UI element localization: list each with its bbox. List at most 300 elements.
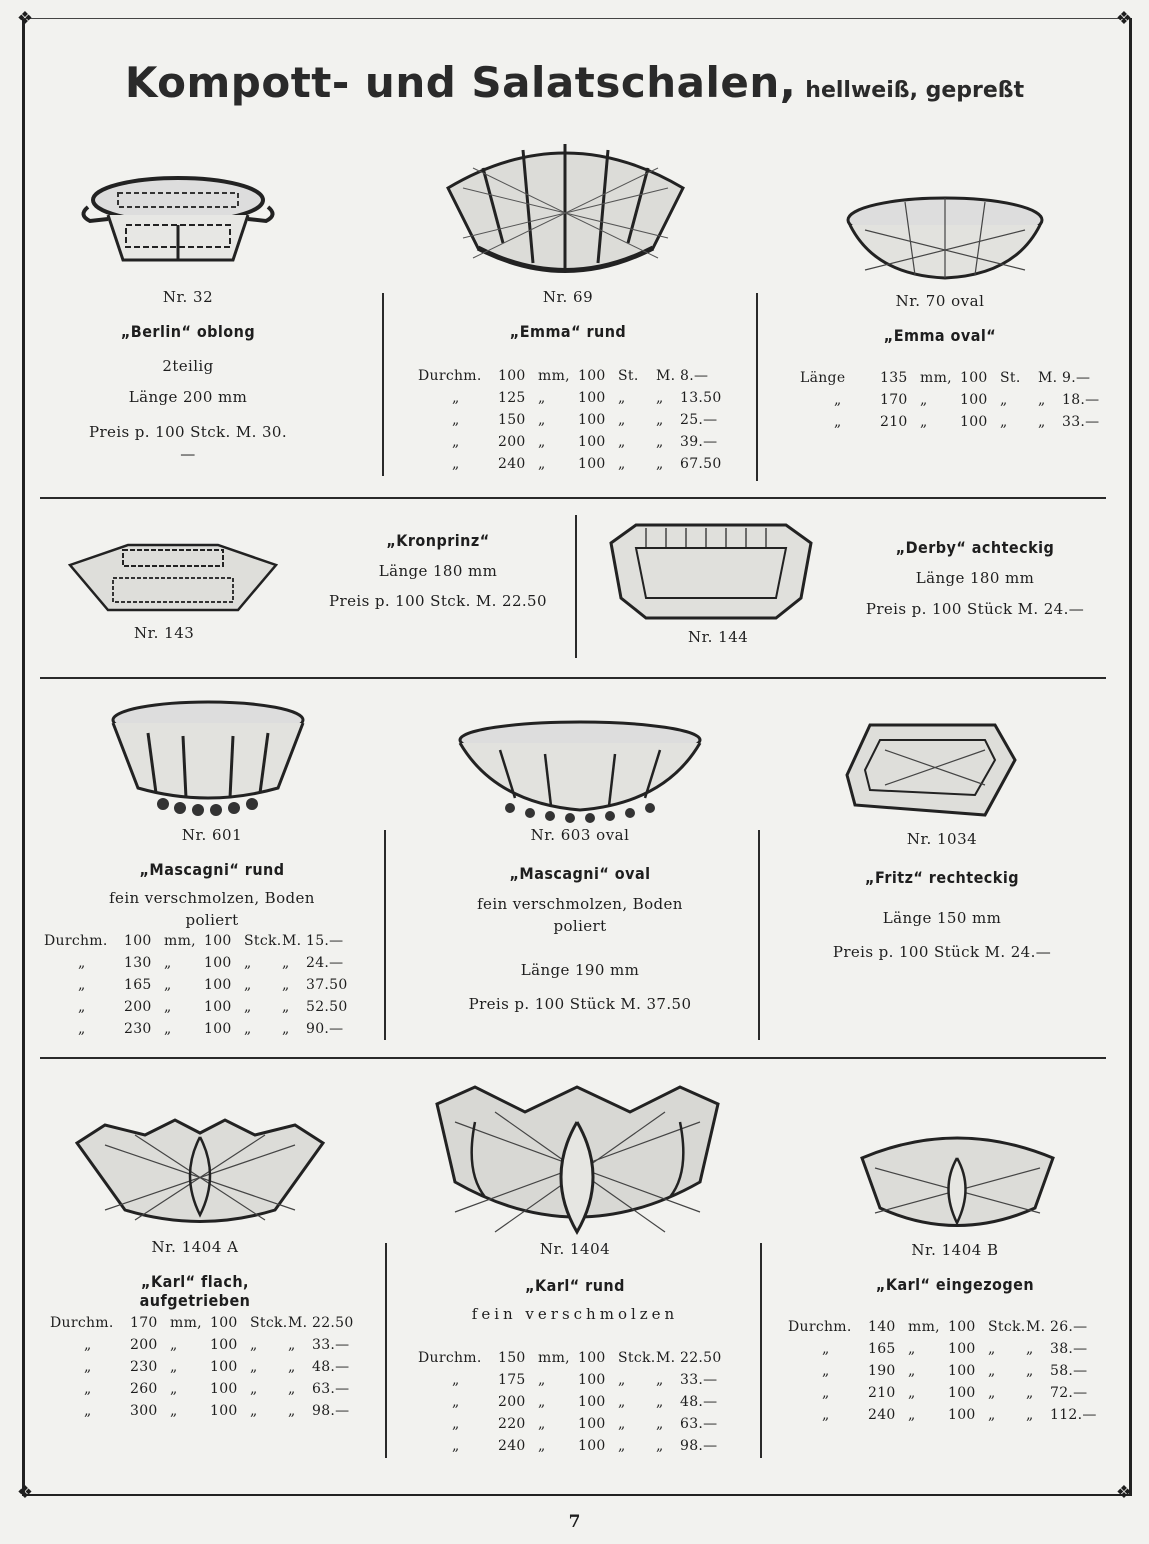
- product-number: Nr. 70 oval: [895, 292, 985, 310]
- price-cell: St.: [618, 368, 639, 384]
- price-row: [418, 365, 738, 387]
- price-row: [44, 1018, 374, 1040]
- price-cell: 100: [124, 933, 152, 949]
- price-row: [50, 1312, 380, 1334]
- price-row: [418, 387, 738, 409]
- price-cell: „: [244, 999, 252, 1015]
- price-table-1404b: [788, 1316, 1118, 1426]
- price-cell: 100: [204, 977, 232, 993]
- price-cell: Durchm.: [788, 1319, 852, 1335]
- product-name: „Emma“ rund: [509, 322, 627, 341]
- price-row: [418, 1391, 748, 1413]
- price-cell: „: [618, 412, 626, 428]
- illustration-bowl-69: [443, 128, 688, 288]
- price-row: [44, 930, 374, 952]
- price-cell: „: [822, 1385, 830, 1401]
- price-cell: „: [170, 1337, 178, 1353]
- price-cell: 100: [948, 1341, 976, 1357]
- price-cell: 100: [960, 392, 988, 408]
- price-cell: 25.—: [680, 412, 718, 428]
- price-cell: „: [164, 977, 172, 993]
- price-cell: 18.—: [1062, 392, 1100, 408]
- price-cell: 100: [578, 368, 606, 384]
- price-cell: „: [84, 1359, 92, 1375]
- price-cell: „: [618, 1394, 626, 1410]
- price-row: [50, 1400, 380, 1422]
- price-cell: „: [656, 1438, 664, 1454]
- price-cell: 230: [124, 1021, 152, 1037]
- price-row: [800, 367, 1100, 389]
- price-cell: M.: [282, 933, 302, 949]
- price-cell: 135: [880, 370, 908, 386]
- price-cell: 33.—: [680, 1372, 718, 1388]
- price-cell: Durchm.: [418, 368, 482, 384]
- price-row: [788, 1360, 1118, 1382]
- price-cell: 38.—: [1050, 1341, 1088, 1357]
- title-sub: hellweiß, gepreßt: [805, 78, 1025, 103]
- price-row: [50, 1378, 380, 1400]
- price-cell: „: [656, 1416, 664, 1432]
- product-number: Nr. 1404: [539, 1240, 611, 1258]
- price-cell: 260: [130, 1381, 158, 1397]
- corner-ornament-icon: ❖: [16, 1482, 34, 1503]
- price-cell: „: [288, 1381, 296, 1397]
- product-number: Nr. 603 oval: [530, 826, 630, 844]
- price-row: [788, 1404, 1118, 1426]
- price-cell: „: [78, 999, 86, 1015]
- product-601-header: [92, 826, 332, 931]
- price-cell: 150: [498, 412, 526, 428]
- column-divider: [382, 293, 384, 476]
- price-cell: 210: [880, 414, 908, 430]
- price-cell: „: [822, 1407, 830, 1423]
- price-cell: 63.—: [680, 1416, 718, 1432]
- product-price: Preis p. 100 Stück M. 24.—: [865, 600, 1085, 618]
- price-cell: 200: [498, 434, 526, 450]
- price-cell: „: [538, 1438, 546, 1454]
- price-cell: „: [920, 392, 928, 408]
- price-cell: „: [538, 1394, 546, 1410]
- price-cell: „: [84, 1337, 92, 1353]
- price-cell: mm,: [164, 933, 196, 949]
- price-row: [418, 1369, 748, 1391]
- price-cell: „: [988, 1385, 996, 1401]
- price-cell: „: [170, 1403, 178, 1419]
- price-cell: mm,: [538, 368, 570, 384]
- price-cell: „: [84, 1403, 92, 1419]
- section-divider: [40, 1057, 1106, 1059]
- price-cell: „: [1038, 414, 1046, 430]
- price-cell: „: [1000, 414, 1008, 430]
- price-cell: M.: [656, 1350, 676, 1366]
- large-round-bowl-icon: [435, 1082, 720, 1242]
- column-divider: [760, 1243, 762, 1458]
- product-1404a-header: [80, 1238, 310, 1310]
- product-name: „Karl“ flach, aufgetrieben: [139, 1272, 251, 1310]
- price-cell: „: [164, 999, 172, 1015]
- price-cell: „: [250, 1403, 258, 1419]
- price-cell: 100: [578, 412, 606, 428]
- product-detail: Länge 180 mm: [915, 569, 1035, 587]
- price-cell: „: [452, 456, 460, 472]
- price-cell: 58.—: [1050, 1363, 1088, 1379]
- product-note: fein verschmolzen, Boden poliert: [477, 895, 683, 935]
- product-name: „Karl“ rund: [525, 1276, 625, 1295]
- illustration-bowl-70: [845, 190, 1045, 285]
- price-cell: „: [908, 1407, 916, 1423]
- price-cell: „: [656, 390, 664, 406]
- price-cell: 210: [868, 1385, 896, 1401]
- price-cell: „: [656, 456, 664, 472]
- price-cell: „: [452, 1416, 460, 1432]
- price-cell: 100: [578, 1350, 606, 1366]
- price-cell: „: [908, 1341, 916, 1357]
- product-144: [850, 532, 1100, 620]
- product-detail: 2teilig: [162, 357, 214, 375]
- price-cell: 63.—: [312, 1381, 350, 1397]
- price-table-1404: [418, 1347, 748, 1457]
- price-cell: „: [282, 999, 290, 1015]
- price-cell: „: [538, 456, 546, 472]
- price-cell: „: [244, 955, 252, 971]
- small-round-bowl-icon: [860, 1133, 1055, 1233]
- price-cell: 72.—: [1050, 1385, 1088, 1401]
- price-cell: 9.—: [1062, 370, 1091, 386]
- price-table-601: [44, 930, 374, 1040]
- product-32: [88, 288, 288, 465]
- price-cell: „: [538, 1372, 546, 1388]
- price-cell: „: [288, 1403, 296, 1419]
- price-cell: „: [618, 456, 626, 472]
- price-cell: 100: [948, 1407, 976, 1423]
- price-cell: „: [656, 412, 664, 428]
- price-cell: 52.50: [306, 999, 348, 1015]
- title-main: Kompott- und Salatschalen,: [124, 58, 797, 107]
- price-cell: „: [250, 1359, 258, 1375]
- price-cell: 170: [130, 1315, 158, 1331]
- section-divider: [40, 677, 1106, 679]
- product-69-header: [478, 288, 658, 341]
- product-name: „Mascagni“ rund: [139, 860, 285, 879]
- illustration-bowl-1404a: [75, 1115, 325, 1235]
- illustration-bowl-143: [68, 540, 278, 620]
- column-divider: [385, 1243, 387, 1458]
- product-1404-header: [450, 1240, 700, 1325]
- product-number: Nr. 1404 A: [151, 1238, 239, 1256]
- price-cell: 22.50: [680, 1350, 722, 1366]
- price-cell: 100: [948, 1385, 976, 1401]
- illustration-bowl-603: [455, 718, 705, 828]
- price-cell: „: [288, 1337, 296, 1353]
- price-cell: „: [822, 1341, 830, 1357]
- price-row: [788, 1316, 1118, 1338]
- price-cell: 100: [210, 1381, 238, 1397]
- price-cell: 13.50: [680, 390, 722, 406]
- column-divider: [575, 515, 577, 658]
- price-cell: 240: [498, 456, 526, 472]
- price-cell: „: [1038, 392, 1046, 408]
- product-number: Nr. 601: [181, 826, 243, 844]
- frame-bottom-rule: [22, 1494, 1129, 1496]
- price-cell: 100: [210, 1315, 238, 1331]
- price-cell: 125: [498, 390, 526, 406]
- price-cell: mm,: [170, 1315, 202, 1331]
- price-cell: „: [84, 1381, 92, 1397]
- price-cell: „: [250, 1381, 258, 1397]
- price-cell: „: [834, 392, 842, 408]
- price-cell: „: [988, 1363, 996, 1379]
- price-cell: „: [244, 977, 252, 993]
- price-cell: Stck.: [250, 1315, 288, 1331]
- price-cell: 200: [130, 1337, 158, 1353]
- product-603: [460, 826, 700, 1015]
- price-row: [50, 1356, 380, 1378]
- price-row: [418, 453, 738, 475]
- price-cell: „: [250, 1337, 258, 1353]
- price-cell: St.: [1000, 370, 1021, 386]
- price-cell: mm,: [920, 370, 952, 386]
- section-divider: [40, 497, 1106, 499]
- column-divider: [384, 830, 386, 1040]
- product-name: „Kronprinz“: [386, 531, 490, 550]
- price-cell: 100: [210, 1403, 238, 1419]
- column-divider: [756, 293, 758, 481]
- price-row: [418, 431, 738, 453]
- price-cell: „: [170, 1359, 178, 1375]
- price-cell: „: [618, 1416, 626, 1432]
- product-number: Nr. 143: [134, 624, 195, 642]
- scalloped-bowl-icon: [108, 698, 308, 823]
- price-table-69: [418, 365, 738, 475]
- price-row: [418, 409, 738, 431]
- product-name: „Fritz“ rechteckig: [865, 868, 1019, 887]
- price-cell: „: [244, 1021, 252, 1037]
- price-cell: „: [656, 1372, 664, 1388]
- price-cell: 100: [578, 1372, 606, 1388]
- price-cell: 165: [124, 977, 152, 993]
- product-price: Preis p. 100 Stck. M. 30.—: [88, 423, 288, 463]
- product-name: „Emma oval“: [883, 326, 997, 345]
- price-cell: 15.—: [306, 933, 344, 949]
- price-cell: „: [282, 977, 290, 993]
- illustration-bowl-144: [606, 523, 816, 623]
- price-row: [800, 389, 1100, 411]
- illustration-bowl-1404: [435, 1082, 720, 1242]
- page-number: 7: [568, 1512, 581, 1532]
- price-cell: 48.—: [680, 1394, 718, 1410]
- price-cell: „: [1000, 392, 1008, 408]
- price-row: [788, 1382, 1118, 1404]
- price-cell: „: [920, 414, 928, 430]
- rectangular-bowl-icon: [845, 720, 1020, 820]
- product-detail: Länge 180 mm: [378, 562, 498, 580]
- price-cell: „: [288, 1359, 296, 1375]
- price-cell: 100: [210, 1337, 238, 1353]
- price-cell: „: [78, 1021, 86, 1037]
- price-cell: mm,: [538, 1350, 570, 1366]
- price-cell: 100: [948, 1319, 976, 1335]
- page-title: [0, 58, 1149, 107]
- price-cell: M.: [288, 1315, 308, 1331]
- illustration-bowl-1404b: [860, 1133, 1055, 1233]
- product-number: Nr. 144: [688, 628, 749, 646]
- price-cell: „: [78, 977, 86, 993]
- price-cell: „: [1026, 1363, 1034, 1379]
- product-detail: Länge 190 mm: [520, 961, 640, 979]
- price-cell: 190: [868, 1363, 896, 1379]
- product-note: fein verschmolzen: [471, 1305, 679, 1323]
- price-cell: 240: [498, 1438, 526, 1454]
- price-cell: „: [1026, 1385, 1034, 1401]
- price-cell: mm,: [908, 1319, 940, 1335]
- price-cell: 240: [868, 1407, 896, 1423]
- price-row: [44, 996, 374, 1018]
- price-cell: „: [618, 434, 626, 450]
- price-cell: „: [822, 1363, 830, 1379]
- price-cell: 98.—: [312, 1403, 350, 1419]
- price-cell: 90.—: [306, 1021, 344, 1037]
- price-cell: „: [452, 434, 460, 450]
- price-cell: „: [538, 390, 546, 406]
- price-cell: 175: [498, 1372, 526, 1388]
- price-cell: Stck.: [618, 1350, 656, 1366]
- price-cell: 100: [204, 933, 232, 949]
- price-cell: 100: [204, 955, 232, 971]
- price-cell: „: [538, 434, 546, 450]
- price-cell: Durchm.: [44, 933, 108, 949]
- product-name: „Derby“ achteckig: [895, 538, 1055, 557]
- price-cell: 100: [960, 414, 988, 430]
- price-cell: 22.50: [312, 1315, 354, 1331]
- product-number: Nr. 1034: [906, 830, 978, 848]
- price-cell: 220: [498, 1416, 526, 1432]
- product-143: [318, 523, 558, 612]
- price-cell: „: [164, 955, 172, 971]
- price-cell: 130: [124, 955, 152, 971]
- product-note: fein verschmolzen, Boden poliert: [109, 889, 315, 929]
- product-name: „Karl“ eingezogen: [875, 1275, 1035, 1294]
- price-cell: Stck.: [244, 933, 282, 949]
- price-cell: „: [988, 1407, 996, 1423]
- price-cell: „: [452, 412, 460, 428]
- product-name: „Berlin“ oblong: [120, 322, 256, 341]
- corner-ornament-icon: ❖: [16, 8, 34, 29]
- product-1034: [822, 830, 1062, 963]
- price-cell: 112.—: [1050, 1407, 1097, 1423]
- price-cell: 100: [578, 1438, 606, 1454]
- price-cell: 230: [130, 1359, 158, 1375]
- price-cell: Stck.: [988, 1319, 1026, 1335]
- price-cell: „: [452, 1394, 460, 1410]
- price-cell: M.: [1026, 1319, 1046, 1335]
- illustration-bowl-1034: [845, 720, 1020, 820]
- boat-bowl-icon: [68, 540, 278, 620]
- illustration-bowl-601: [108, 698, 308, 823]
- oval-scalloped-bowl-icon: [455, 718, 705, 828]
- price-cell: 33.—: [1062, 414, 1100, 430]
- price-cell: M.: [656, 368, 676, 384]
- oblong-bowl-icon: [78, 165, 278, 275]
- price-cell: 100: [578, 434, 606, 450]
- price-cell: „: [618, 1438, 626, 1454]
- price-row: [50, 1334, 380, 1356]
- price-cell: 100: [498, 368, 526, 384]
- price-row: [788, 1338, 1118, 1360]
- price-cell: Länge: [800, 370, 846, 386]
- price-cell: „: [908, 1385, 916, 1401]
- product-price: Preis p. 100 Stück M. 24.—: [832, 943, 1052, 961]
- price-cell: 200: [124, 999, 152, 1015]
- price-cell: 67.50: [680, 456, 722, 472]
- column-divider: [758, 830, 760, 1040]
- price-row: [44, 974, 374, 996]
- price-cell: 100: [578, 456, 606, 472]
- price-row: [418, 1435, 748, 1457]
- price-cell: „: [618, 390, 626, 406]
- price-row: [418, 1347, 748, 1369]
- price-cell: 100: [210, 1359, 238, 1375]
- price-cell: 37.50: [306, 977, 348, 993]
- product-70-header: [850, 292, 1030, 345]
- price-cell: 300: [130, 1403, 158, 1419]
- price-cell: 24.—: [306, 955, 344, 971]
- price-row: [44, 952, 374, 974]
- illustration-bowl-32: [78, 165, 278, 275]
- price-cell: 150: [498, 1350, 526, 1366]
- price-cell: 170: [880, 392, 908, 408]
- price-cell: 48.—: [312, 1359, 350, 1375]
- price-cell: 100: [204, 999, 232, 1015]
- price-cell: M.: [1038, 370, 1058, 386]
- product-detail: Länge 200 mm: [128, 388, 248, 406]
- product-number: Nr. 1404 B: [911, 1241, 999, 1259]
- price-cell: „: [1026, 1341, 1034, 1357]
- price-cell: 100: [948, 1363, 976, 1379]
- price-cell: 140: [868, 1319, 896, 1335]
- product-detail: Länge 150 mm: [882, 909, 1002, 927]
- product-number: Nr. 69: [542, 288, 594, 306]
- frame-top-rule: [22, 18, 1129, 19]
- product-price: Preis p. 100 Stück M. 37.50: [468, 995, 692, 1013]
- oval-bowl-icon: [845, 190, 1045, 285]
- product-name: „Mascagni“ oval: [509, 864, 651, 883]
- round-bowl-icon: [443, 128, 688, 288]
- price-cell: 100: [578, 390, 606, 406]
- product-price: Preis p. 100 Stck. M. 22.50: [329, 592, 547, 610]
- corner-ornament-icon: ❖: [1115, 1482, 1133, 1503]
- price-cell: 39.—: [680, 434, 718, 450]
- price-cell: „: [78, 955, 86, 971]
- price-row: [800, 411, 1100, 433]
- flared-bowl-icon: [75, 1115, 325, 1235]
- price-cell: Durchm.: [50, 1315, 114, 1331]
- price-cell: „: [452, 390, 460, 406]
- price-cell: „: [618, 1372, 626, 1388]
- price-cell: „: [282, 1021, 290, 1037]
- price-table-70: [800, 367, 1100, 433]
- price-cell: „: [908, 1363, 916, 1379]
- price-cell: 100: [204, 1021, 232, 1037]
- price-cell: „: [282, 955, 290, 971]
- price-cell: 100: [578, 1416, 606, 1432]
- price-cell: Durchm.: [418, 1350, 482, 1366]
- price-cell: „: [656, 434, 664, 450]
- price-table-1404a: [50, 1312, 380, 1422]
- price-cell: 165: [868, 1341, 896, 1357]
- product-number: Nr. 32: [162, 288, 214, 306]
- price-cell: „: [452, 1372, 460, 1388]
- price-cell: „: [1026, 1407, 1034, 1423]
